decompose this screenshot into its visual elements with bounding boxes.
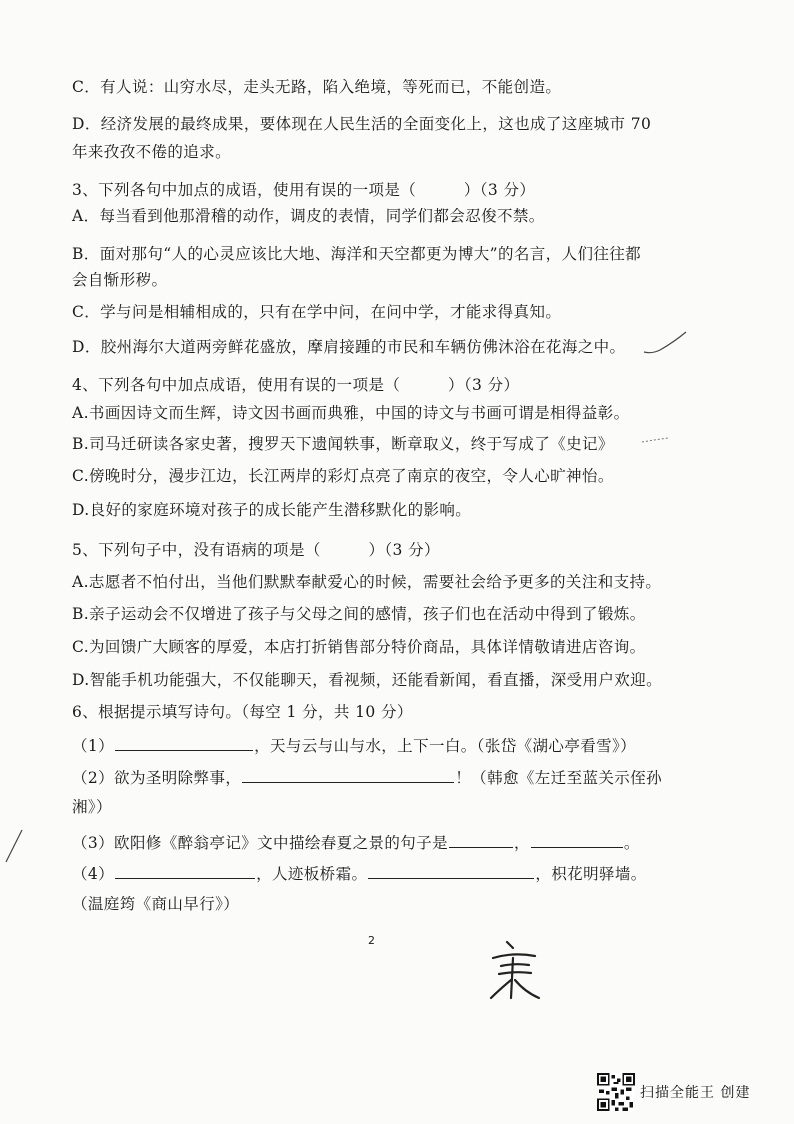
- fill-in-2: [72, 767, 662, 788]
- fill-3-prefix: （3）欧阳修《醉翁亭记》文中描绘春夏之景的句子是: [72, 834, 448, 852]
- fill-in-1: [72, 735, 636, 756]
- fill-3-blank-2[interactable]: [531, 832, 623, 848]
- fill-in-2-continuation: 湘》）: [72, 798, 112, 816]
- question-4-option-a: A.书画因诗文而生辉，诗文因书画而典雅，中国的诗文与书画可谓是相得益彰。: [72, 404, 630, 422]
- fill-in-4-continuation: （温庭筠《商山早行》）: [72, 895, 240, 913]
- fill-4-blank-2[interactable]: [368, 863, 534, 879]
- question-3-option-d: D．胶州海尔大道两旁鲜花盛放，摩肩接踵的市民和车辆仿佛沐浴在花海之中。: [72, 338, 626, 356]
- question-6-stem: 6、根据提示填写诗句。（每空 1 分，共 10 分）: [72, 703, 413, 721]
- question-4-stem: 4、下列各句中加点成语，使用有误的一项是（ ）（3 分）: [72, 376, 520, 394]
- fill-2-blank[interactable]: [242, 767, 454, 783]
- fill-1-blank[interactable]: [115, 735, 253, 751]
- question-3-option-a: A．每当看到他那滑稽的动作，调皮的表情，同学们都会忍俊不禁。: [72, 207, 545, 225]
- fill-2-prefix: （2）欲为圣明除弊事，: [72, 769, 242, 787]
- question-5-option-a: A.志愿者不怕付出，当他们默默奉献爱心的时候，需要社会给予更多的关注和支持。: [72, 573, 662, 591]
- question-3-stem: 3、下列各句中加点的成语，使用有误的一项是（ ）（3 分）: [72, 181, 536, 199]
- option-d-text-line1: D．经济发展的最终成果，要体现在人民生活的全面变化上，这也成了这座城市 70: [72, 115, 652, 133]
- scanner-brand-label: 扫描全能王 创建: [640, 1085, 751, 1101]
- fill-1-prefix: （1）: [72, 737, 115, 755]
- qr-code-icon: [597, 1073, 635, 1111]
- fill-in-3: [72, 832, 640, 853]
- page-number: 2: [368, 934, 375, 947]
- question-4-option-d: D.良好的家庭环境对孩子的成长能产生潜移默化的影响。: [72, 501, 472, 519]
- fill-4-mid: ，人迹板桥霜。: [256, 865, 368, 883]
- question-5-option-d: D.智能手机功能强大，不仅能聊天，看视频，还能看新闻，看直播，深受用户欢迎。: [72, 671, 663, 689]
- question-5-option-b: B.亲子运动会不仅增进了孩子与父母之间的感情，孩子们也在活动中得到了锻炼。: [72, 605, 646, 623]
- question-3-option-c: C．学与问是相辅相成的，只有在学中问，在问中学，才能求得真知。: [72, 303, 562, 321]
- question-5-option-c: C.为回馈广大顾客的厚爱，本店打折销售部分特价商品，具体详情敬请进店咨询。: [72, 638, 646, 656]
- fill-4-suffix: ，枳花明驿墙。: [535, 865, 647, 883]
- fill-3-end: 。: [623, 834, 640, 852]
- question-3-option-b-line2: 会自惭形秽。: [72, 271, 168, 289]
- option-d-text-line2: 年来孜孜不倦的追求。: [72, 143, 232, 161]
- question-5-stem: 5、下列句子中，没有语病的项是（ ）（3 分）: [72, 541, 440, 559]
- fill-3-blank-1[interactable]: [449, 832, 513, 848]
- fill-3-mid: ，: [513, 834, 530, 852]
- fill-4-prefix: （4）: [72, 865, 115, 883]
- fill-1-suffix: ，天与云与山与水，上下一白。（张岱《湖心亭看雪》）: [254, 737, 637, 755]
- pen-check-mark: [640, 328, 690, 358]
- handwritten-mark: [483, 936, 543, 1006]
- margin-pen-stroke: [2, 826, 26, 866]
- option-c-text: C．有人说：山穷水尽，走头无路，陷入绝境，等死而已，不能创造。: [72, 78, 562, 96]
- question-3-option-b-line1: B．面对那句“人的心灵应该比大地、海洋和天空都更为博大”的名言，人们往往都: [72, 245, 642, 263]
- question-4-option-b: B.司马迁研读各家史著，搜罗天下遗闻轶事，断章取义，终于写成了《史记》: [72, 435, 614, 453]
- pen-tick-mark: [638, 432, 678, 448]
- fill-4-blank-1[interactable]: [115, 863, 255, 879]
- fill-2-suffix: ！（韩愈《左迁至蓝关示侄孙: [455, 769, 662, 787]
- fill-in-4: [72, 863, 647, 884]
- question-4-option-c: C.傍晚时分，漫步江边，长江两岸的彩灯点亮了南京的夜空，令人心旷神怡。: [72, 467, 614, 485]
